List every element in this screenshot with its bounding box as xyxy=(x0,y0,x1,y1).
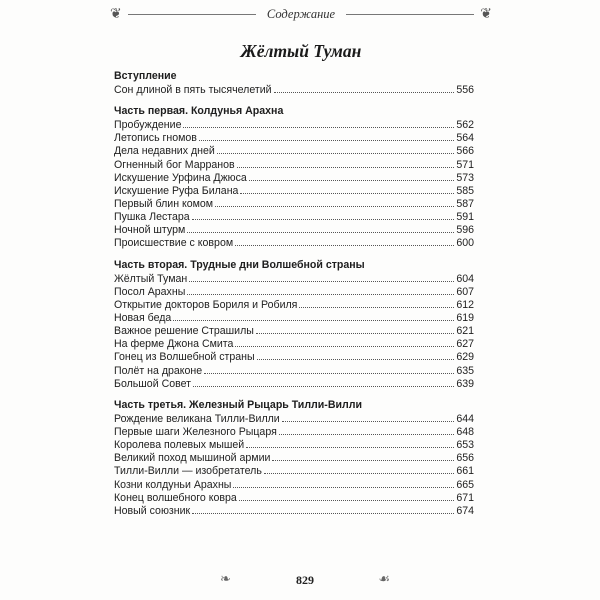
entry-page-number: 671 xyxy=(456,491,474,504)
dot-leader xyxy=(274,83,455,93)
entry-title: Первый блин комом xyxy=(114,197,214,210)
dot-leader xyxy=(173,311,454,321)
entry-title: Тилли-Вилли — изобретатель xyxy=(114,465,262,478)
toc-entry xyxy=(114,210,474,223)
entry-title: Великий поход мышиной армии xyxy=(114,452,271,465)
entry-title: Искушение Руфа Билана xyxy=(114,184,239,197)
toc-entry xyxy=(114,285,474,298)
toc-entry xyxy=(114,298,474,311)
header-rule-right xyxy=(346,14,474,15)
entry-page-number: 648 xyxy=(456,425,474,438)
dot-leader xyxy=(235,337,454,347)
dot-leader xyxy=(192,210,455,220)
entry-page-number: 564 xyxy=(456,132,474,145)
entry-page-number: 600 xyxy=(456,237,474,250)
section-title: Часть третья. Железный Рыцарь Тилли-Вилли xyxy=(114,398,362,411)
toc-entry xyxy=(114,158,474,171)
entry-page-number: 573 xyxy=(456,171,474,184)
entry-page-number: 627 xyxy=(456,338,474,351)
entry-title: Гонец из Волшебной страны xyxy=(114,351,255,364)
toc-entry xyxy=(114,144,474,157)
dot-leader xyxy=(272,451,454,461)
dot-leader xyxy=(187,223,454,233)
toc-entry xyxy=(114,223,474,236)
toc-entry xyxy=(114,236,474,249)
entry-page-number: 604 xyxy=(456,272,474,285)
table-of-contents xyxy=(114,70,474,526)
dot-leader xyxy=(199,131,454,141)
toc-entry xyxy=(114,478,474,491)
entry-title: Новый союзник xyxy=(114,504,191,517)
dot-leader xyxy=(217,144,455,154)
entry-page-number: 585 xyxy=(456,184,474,197)
entry-page-number: 612 xyxy=(456,298,474,311)
section-title: Часть первая. Колдунья Арахна xyxy=(114,105,284,118)
entry-page-number: 665 xyxy=(456,478,474,491)
toc-entry xyxy=(114,197,474,210)
entry-page-number: 629 xyxy=(456,351,474,364)
toc-entry xyxy=(114,350,474,363)
toc-entry xyxy=(114,171,474,184)
entry-page-number: 619 xyxy=(456,311,474,324)
dot-leader xyxy=(264,464,454,474)
toc-section xyxy=(114,70,474,96)
entry-title: На ферме Джона Смита xyxy=(114,338,234,351)
dot-leader xyxy=(183,118,454,128)
footer-ornament-left-icon: ❧ xyxy=(220,572,231,587)
entry-title: Королева полевых мышей xyxy=(114,439,245,452)
entry-title: Важное решение Страшилы xyxy=(114,325,254,338)
entry-page-number: 653 xyxy=(456,439,474,452)
dot-leader xyxy=(215,197,454,207)
entry-page-number: 621 xyxy=(456,325,474,338)
dot-leader xyxy=(193,377,454,387)
entry-title: Рождение великана Тилли-Вилли xyxy=(114,412,280,425)
toc-entry xyxy=(114,464,474,477)
entry-page-number: 562 xyxy=(456,119,474,132)
dot-leader xyxy=(257,350,455,360)
entry-page-number: 556 xyxy=(456,84,474,96)
toc-section xyxy=(114,259,474,390)
toc-entry xyxy=(114,83,474,96)
entry-title: Огненный бог Марранов xyxy=(114,158,235,171)
entry-page-number: 674 xyxy=(456,504,474,517)
entry-page-number: 566 xyxy=(456,145,474,158)
dot-leader xyxy=(249,171,454,181)
entry-page-number: 571 xyxy=(456,158,474,171)
entry-page-number: 661 xyxy=(456,465,474,478)
entry-title: Сон длиной в пять тысячелетий xyxy=(114,84,272,96)
entry-title: Полёт на драконе xyxy=(114,364,203,377)
toc-entry xyxy=(114,377,474,390)
entry-title: Происшествие с ковром xyxy=(114,237,234,250)
entry-page-number: 596 xyxy=(456,224,474,237)
entry-page-number: 656 xyxy=(456,452,474,465)
dot-leader xyxy=(187,285,454,295)
entry-title: Первые шаги Железного Рыцаря xyxy=(114,425,277,438)
entry-title: Пушка Лестара xyxy=(114,211,190,224)
page-number: 829 xyxy=(296,573,314,587)
dot-leader xyxy=(299,298,454,308)
toc-section xyxy=(114,399,474,517)
toc-entry xyxy=(114,364,474,377)
toc-entry xyxy=(114,272,474,285)
toc-entry xyxy=(114,491,474,504)
entry-title: Посол Арахны xyxy=(114,285,186,298)
page-header xyxy=(108,4,494,26)
toc-entry xyxy=(114,412,474,425)
dot-leader xyxy=(240,184,454,194)
entry-title: Пробуждение xyxy=(114,119,182,132)
toc-section xyxy=(114,105,474,249)
section-title: Часть вторая. Трудные дни Волшебной страны xyxy=(114,258,365,271)
dot-leader xyxy=(279,425,454,435)
entry-page-number: 607 xyxy=(456,285,474,298)
dot-leader xyxy=(239,491,455,501)
toc-entry xyxy=(114,438,474,451)
toc-entry xyxy=(114,324,474,337)
entry-page-number: 587 xyxy=(456,197,474,210)
entry-title: Новая беда xyxy=(114,311,172,324)
toc-entry xyxy=(114,337,474,350)
dot-leader xyxy=(282,412,455,422)
entry-page-number: 591 xyxy=(456,211,474,224)
footer-ornament-right-icon: ☙ xyxy=(378,572,390,587)
dot-leader xyxy=(256,324,454,334)
toc-entry xyxy=(114,131,474,144)
entry-title: Летопись гномов xyxy=(114,132,197,145)
flourish-right-icon: ❦ xyxy=(480,6,492,22)
dot-leader xyxy=(233,478,454,488)
page-footer xyxy=(220,570,390,590)
entry-title: Открытие докторов Бориля и Робиля xyxy=(114,298,298,311)
entry-title: Козни колдуньи Арахны xyxy=(114,478,232,491)
entry-title: Искушение Урфина Джюса xyxy=(114,171,247,184)
entry-title: Дела недавних дней xyxy=(114,145,215,158)
dot-leader xyxy=(204,364,454,374)
dot-leader xyxy=(192,504,454,514)
entry-page-number: 635 xyxy=(456,364,474,377)
toc-entry xyxy=(114,184,474,197)
section-title: Вступление xyxy=(114,70,177,82)
toc-entry xyxy=(114,425,474,438)
header-title: Содержание xyxy=(266,7,336,21)
entry-title: Большой Совет xyxy=(114,377,192,390)
dot-leader xyxy=(237,158,455,168)
toc-entry xyxy=(114,504,474,517)
entry-page-number: 639 xyxy=(456,377,474,390)
toc-entry xyxy=(114,451,474,464)
flourish-left-icon: ❦ xyxy=(110,6,122,22)
entry-page-number: 644 xyxy=(456,412,474,425)
entry-title: Конец волшебного ковра xyxy=(114,491,237,504)
dot-leader xyxy=(235,236,454,246)
entry-title: Ночной штурм xyxy=(114,224,186,237)
toc-entry xyxy=(114,118,474,131)
dot-leader xyxy=(189,272,454,282)
book-title: Жёлтый Туман xyxy=(240,41,362,61)
dot-leader xyxy=(246,438,454,448)
entry-title: Жёлтый Туман xyxy=(114,272,188,285)
toc-entry xyxy=(114,311,474,324)
